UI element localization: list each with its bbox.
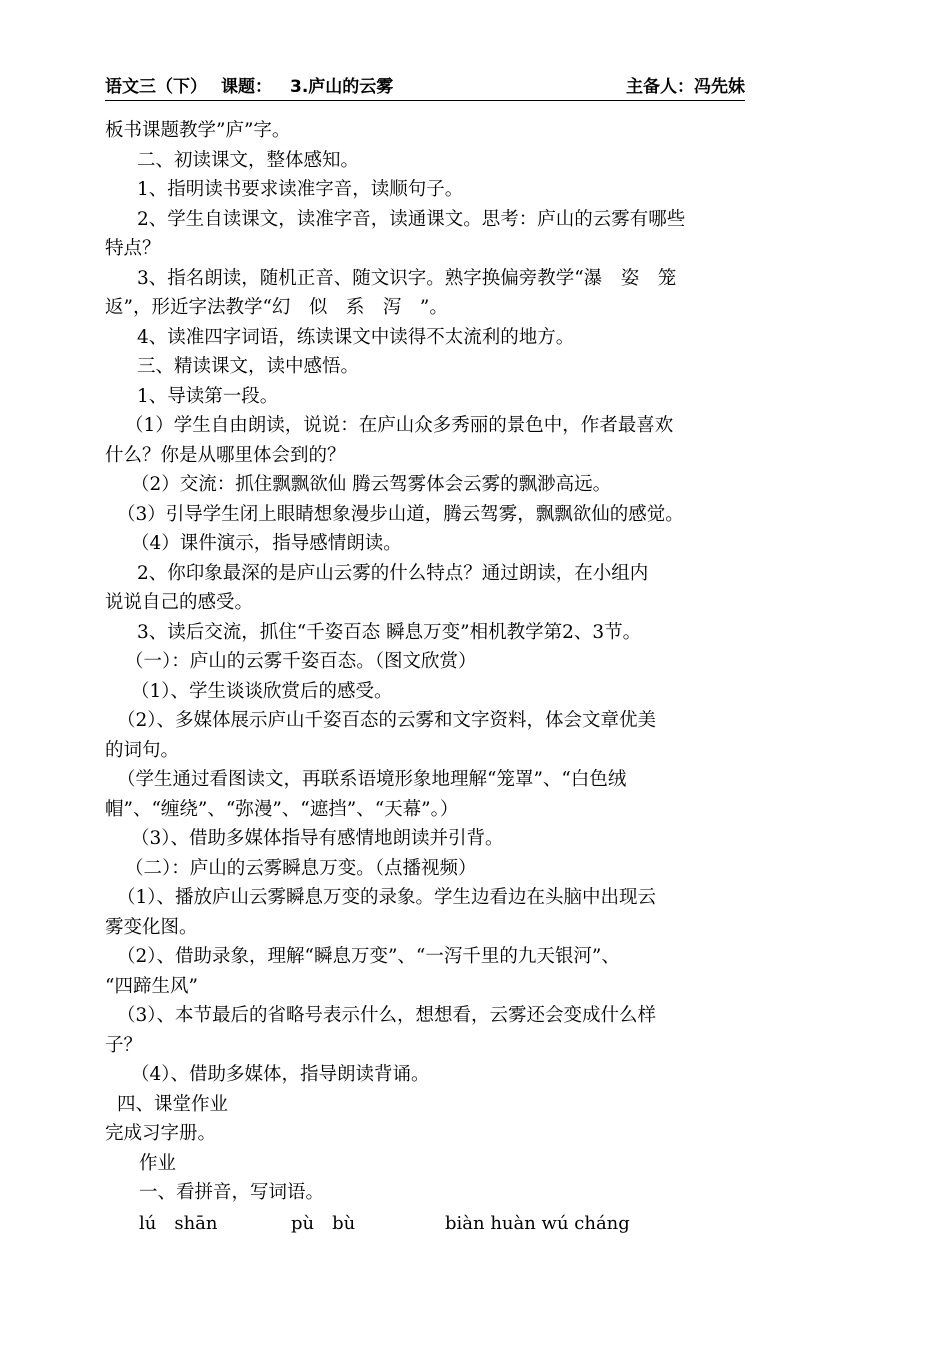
text-line: （学生通过看图读文，再联系语境形象地理解“笼罩”、“白色绒 [117, 769, 627, 790]
text-line: （一）：庐山的云雾千姿百态。（图文欣赏） [125, 651, 477, 672]
text-line: （2）交流：抓住飘飘欲仙 腾云驾雾体会云雾的飘渺高远。 [131, 474, 612, 495]
pinyin-word: lú shān [139, 1212, 218, 1234]
text-line: 2、学生自读课文，读准字音，读通课文。思考：庐山的云雾有哪些 [137, 208, 686, 230]
text-line: 3、指名朗读，随机正音、随文识字。熟字换偏旁教学“瀑 姿 笼 [137, 267, 677, 289]
text-line: （4）、借助多媒体，指导朗读背诵。 [131, 1064, 430, 1085]
pinyin-row [105, 1208, 755, 1240]
text-line: 的词句。 [105, 739, 180, 761]
text-line: 返”，形近字法教学“幻 似 系 泻 ”。 [105, 297, 448, 318]
text-line: 4、读准四字词语，练读课文中读得不太流利的地方。 [137, 326, 575, 348]
text-line: 板书课题教学”庐”字。 [105, 120, 291, 141]
pinyin-word: pù bù [291, 1212, 356, 1234]
header-topic-label: 课题： [221, 77, 272, 97]
text-line: 二、初读课文，整体感知。 [137, 149, 360, 171]
text-line: 1、导读第一段。 [137, 385, 279, 407]
header-topic: 3.庐山的云雾 [290, 77, 394, 97]
text-line: 1、指明读书要求读准字音，读顺句子。 [137, 179, 464, 200]
text-line: 3、读后交流，抓住“千姿百态 瞬息万变”相机教学第2、3节。 [137, 621, 642, 643]
text-line: （3）引导学生闭上眼睛想象漫步山道，腾云驾雾，飘飘欲仙的感觉。 [117, 503, 684, 525]
text-line: 帽”、“缠绕”、“弥漫”、“遮挡”、“天幕”。） [105, 798, 459, 820]
text-line: 一、看拼音，写词语。 [139, 1182, 325, 1203]
header-subject: 语文三（下） [105, 77, 207, 97]
text-line: 三、精读课文，读中感悟。 [137, 356, 360, 377]
text-line: 作业 [139, 1152, 177, 1174]
text-line: （2）、多媒体展示庐山千姿百态的云雾和文字资料，体会文章优美 [117, 710, 657, 731]
header-preparer: 主备人：冯先妹 [626, 77, 745, 97]
text-line: （1）学生自由朗读，说说：在庐山众多秀丽的景色中，作者最喜欢 [125, 415, 674, 436]
text-line: （1）、播放庐山云雾瞬息万变的录象。学生边看边在头脑中出现云 [117, 887, 657, 908]
text-line: 特点？ [105, 238, 161, 259]
pinyin-word: biàn huàn wú cháng [445, 1212, 630, 1234]
page-header [105, 76, 745, 101]
text-line: 子？ [105, 1034, 143, 1056]
text-line: 2、你印象最深的是庐山云雾的什么特点？通过朗读，在小组内 [137, 562, 649, 584]
text-line: （1）、学生谈谈欣赏后的感受。 [131, 680, 393, 702]
text-line: “四蹄生风” [105, 975, 198, 997]
text-line: （4）课件演示，指导感情朗读。 [131, 533, 402, 554]
text-line: （3）、借助多媒体指导有感情地朗读并引背。 [131, 828, 504, 849]
text-line: 四、课堂作业 [117, 1093, 229, 1115]
document-body [105, 116, 755, 1240]
header-left [105, 76, 393, 98]
text-line: （2）、借助录象，理解“瞬息万变”、“一泻千里的九天银河”、 [117, 946, 620, 967]
text-line: 雾变化图。 [105, 916, 198, 938]
text-line: （3）、本节最后的省略号表示什么，想想看，云雾还会变成什么样 [117, 1005, 657, 1026]
text-line: 完成习字册。 [105, 1123, 217, 1144]
text-line: （二）：庐山的云雾瞬息万变。（点播视频） [125, 857, 477, 879]
text-line: 说说自己的感受。 [105, 592, 254, 613]
text-line: 什么？你是从哪里体会到的？ [105, 444, 346, 466]
